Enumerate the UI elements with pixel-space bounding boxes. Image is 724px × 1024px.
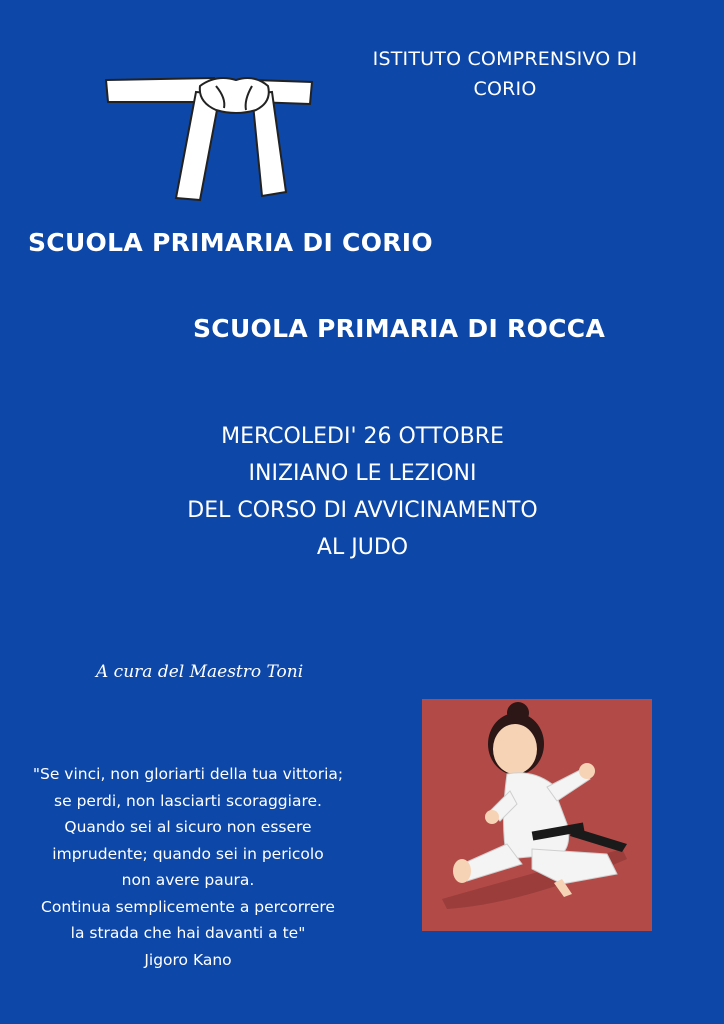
quote-line-3: Quando sei al sicuro non essere bbox=[64, 818, 312, 836]
school-primary-rocca: SCUOLA PRIMARIA DI ROCCA bbox=[193, 314, 606, 343]
quote-line-1: "Se vinci, non gloriarti della tua vittoria; bbox=[32, 765, 344, 783]
course-announcement bbox=[130, 418, 595, 566]
institute-line-2: CORIO bbox=[473, 78, 537, 100]
white-belt-icon bbox=[104, 72, 314, 204]
quote-line-5: non avere paura. bbox=[121, 871, 255, 889]
judo-kid-kicking-illustration bbox=[422, 699, 652, 931]
quote-author: Jigoro Kano bbox=[144, 950, 232, 969]
quote-line-7: la strada che hai davanti a te" bbox=[70, 924, 306, 942]
school-primary-corio: SCUOLA PRIMARIA DI CORIO bbox=[28, 228, 433, 257]
quote-block bbox=[8, 761, 368, 973]
quote-line-2: se perdi, non lasciarti scoraggiare. bbox=[54, 791, 322, 810]
institute-name bbox=[340, 44, 670, 104]
announcement-line-4: AL JUDO bbox=[316, 535, 409, 560]
quote-line-6: Continua semplicemente a percorrere bbox=[41, 897, 335, 916]
announcement-line-1: MERCOLEDI' 26 OTTOBRE bbox=[221, 424, 504, 449]
quote-line-4: imprudente; quando sei in pericolo bbox=[52, 844, 324, 863]
announcement-line-2: INIZIANO LE LEZIONI bbox=[248, 461, 477, 486]
institute-line-1: ISTITUTO COMPRENSIVO DI bbox=[372, 48, 638, 70]
announcement-line-3: DEL CORSO DI AVVICINAMENTO bbox=[187, 498, 538, 523]
curator-credit: A cura del Maestro Toni bbox=[96, 662, 304, 682]
